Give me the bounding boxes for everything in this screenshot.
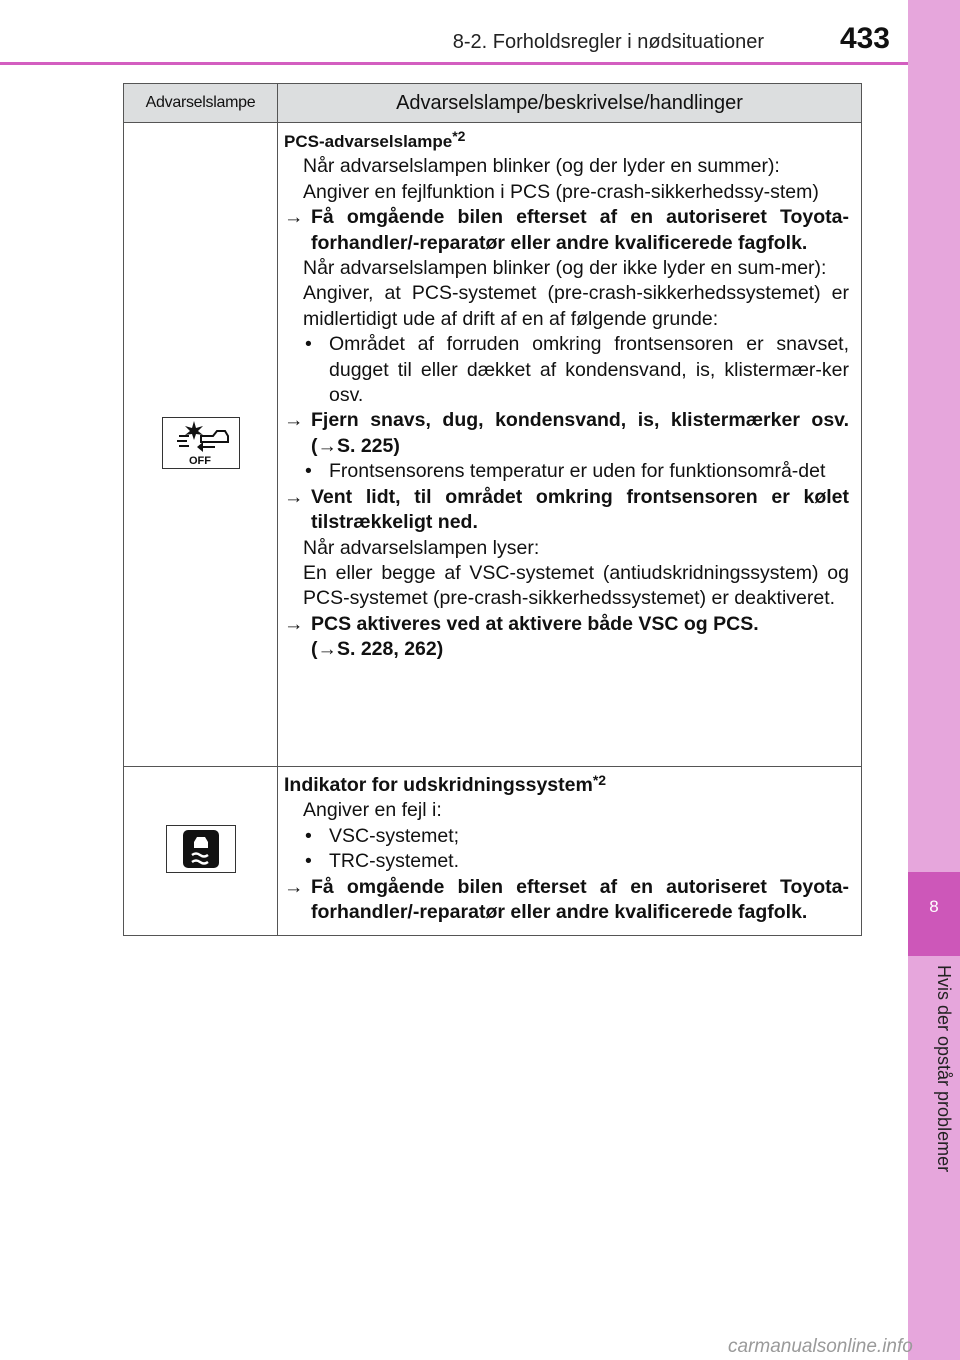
description-cell	[278, 123, 862, 767]
row-title: PCS-advarselslampe$^{*2}$	[284, 128, 466, 151]
page-reference: S. 228, 262)	[337, 638, 444, 661]
condition-text: Når advarselslampen blinker (og der ikke lyder en sum-mer):	[303, 257, 827, 280]
column-header-lamp: Advarselslampe	[124, 84, 278, 123]
table-row	[124, 123, 862, 767]
icon-cell	[124, 767, 278, 936]
skid-indicator-icon	[166, 825, 236, 873]
arrow-icon: →	[284, 409, 304, 432]
bullet-item: • Frontsensorens temperatur er uden for funktionsområ-det	[284, 459, 849, 484]
header-rule	[0, 62, 908, 65]
meaning-text: Angiver, at PCS-systemet (pre-crash-sikkerhedssystemet) er midlertidigt ude af drift af en af følgende grunde:	[303, 282, 849, 330]
warning-light-table	[123, 83, 862, 936]
chapter-number: 8	[908, 872, 960, 956]
bullet-item: • TRC-systemet.	[284, 849, 849, 874]
action-text: → Få omgående bilen efterset af en autoriseret Toyota-forhandler/-reparatør eller andre kvalificerede fagfolk.	[284, 875, 849, 924]
chapter-title: Hvis der opstår problemer	[934, 965, 954, 1173]
arrow-icon: →	[284, 612, 304, 635]
section-title: 8-2. Forholdsregler i nødsituationer	[452, 31, 764, 53]
arrow-icon: →	[284, 206, 304, 229]
action-text: → Vent lidt, til området omkring frontsensoren er kølet tilstrækkeligt ned.	[284, 485, 849, 534]
meaning-text: En eller begge af VSC-systemet (antiudskridningssystem) og PCS-systemet (pre-crash-sikkerhedssystemet) er deaktiveret.	[303, 561, 849, 610]
meaning-text: Angiver en fejl i:	[303, 799, 442, 822]
bullet-icon: •	[305, 850, 312, 873]
bullet-item: • VSC-systemet;	[284, 824, 849, 849]
pcs-off-warning-icon	[162, 417, 240, 469]
arrow-icon: →	[284, 485, 304, 508]
arrow-icon: →	[284, 875, 304, 898]
bullet-icon: •	[305, 824, 312, 847]
bullet-icon: •	[305, 460, 312, 483]
action-text: → Få omgående bilen efterset af en autoriseret Toyota-forhandler/-reparatør eller andre kvalificerede fagfolk.	[284, 206, 849, 254]
action-text: → Fjern snavs, dug, kondensvand, is, klistermærker osv. (→S. 225)	[284, 409, 849, 457]
action-text: → PCS aktiveres ved at aktivere både VSC og PCS. (→S. 228, 262)	[284, 612, 759, 661]
watermark: carmanualsonline.info	[728, 1336, 913, 1357]
table-header-row	[124, 84, 862, 123]
arrow-icon: →	[317, 434, 337, 457]
svg-text:OFF: OFF	[188, 454, 211, 467]
meaning-text: Angiver en fejlfunktion i PCS (pre-crash-sikkerhedssy-stem)	[303, 180, 819, 203]
description-cell	[278, 767, 862, 936]
bullet-item: • Området af forruden omkring frontsensoren er snavset, dugget til eller dækket af kondensvand, is, klistermær-ker osv.	[305, 333, 849, 407]
bullet-icon: •	[305, 333, 312, 356]
page-header	[0, 0, 908, 66]
icon-cell	[124, 123, 278, 767]
arrow-icon: →	[317, 638, 337, 661]
condition-text: Når advarselslampen lyser:	[303, 536, 540, 559]
table-row	[124, 767, 862, 936]
page-reference: S. 225)	[337, 434, 400, 457]
row-title: Indikator for udskridningssystem$^{*2}$	[284, 772, 607, 796]
condition-text: Når advarselslampen blinker (og der lyder en summer):	[303, 155, 780, 178]
column-header-description: Advarselslampe/beskrivelse/handlinger	[278, 84, 862, 123]
page-number: 433	[839, 22, 890, 55]
